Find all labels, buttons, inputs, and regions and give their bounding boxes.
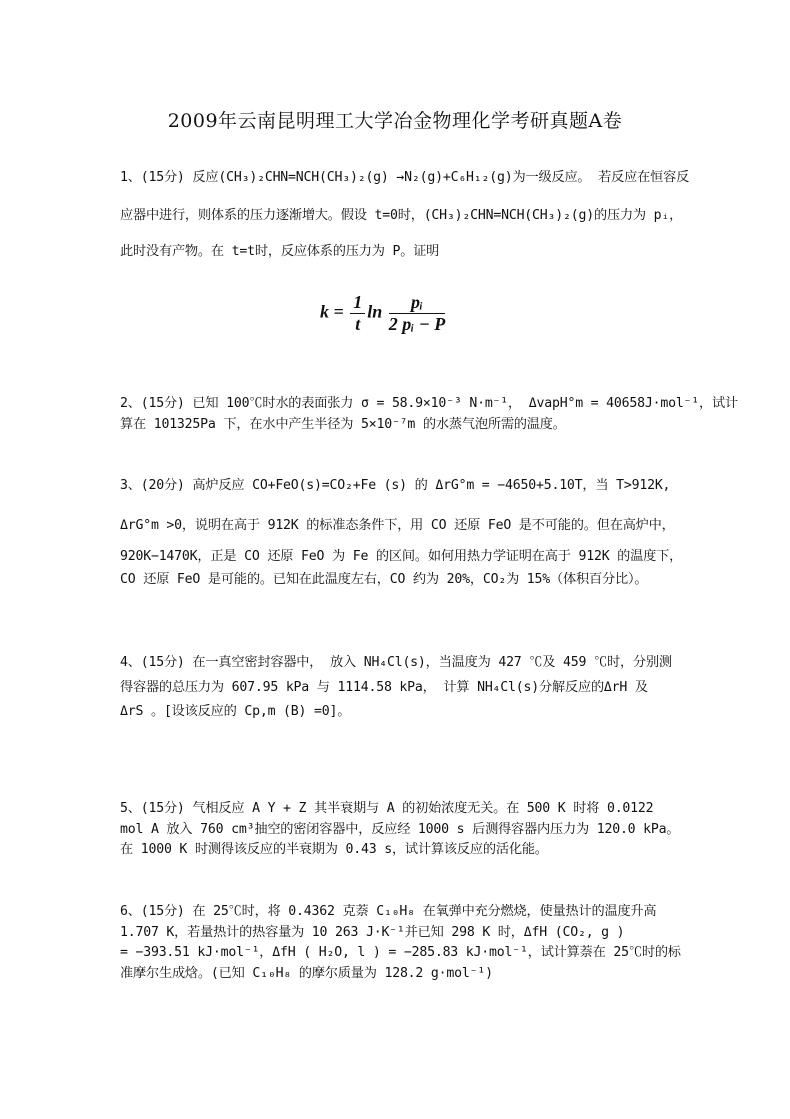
page-title: 2009年云南昆明理工大学冶金物理化学考研真题A卷 [167, 110, 623, 132]
q3-line-1: 3、(20分) 高炉反应 CO+FeO(s)=CO₂+Fe (s) 的 ΔrG°m = −4650+5.10T，当 T>912K, [120, 478, 671, 493]
formula-pressure-ratio [389, 292, 445, 335]
q6-line-1: 6、(15分) 在 25℃时，将 0.4362 克萘 C₁₀H₈ 在氧弹中充分燃烧，使量热计的温度升高 [120, 904, 657, 919]
q4-line-3: ΔrS 。[设该反应的 Cp,m (B) =0]。 [120, 704, 351, 719]
q5-line-3: 在 1000 K 时测得该反应的半衰期为 0.43 s，试计算该反应的活化能。 [120, 842, 548, 857]
q1-line-1: 1、(15分) 反应(CH₃)₂CHN=NCH(CH₃)₂(g) →N₂(g)+C₆H₁₂(g)为一级反应。 若反应在恒容反 [120, 170, 690, 185]
q6-line-4: 准摩尔生成焓。(已知 C₁₀H₈ 的摩尔质量为 128.2 g·mol⁻¹) [120, 966, 493, 981]
formula-numerator: pᵢ [389, 292, 445, 314]
q3-line-2: ΔrG°m >0，说明在高于 912K 的标准态条件下，用 CO 还原 FeO 是不可能的。但在高炉中， [120, 518, 675, 533]
q5-line-2: mol A 放入 760 cm³抽空的密闭容器中，反应经 1000 s 后测得容器内压力为 120.0 kPa。 [120, 822, 680, 837]
q6-line-3: = −393.51 kJ·mol⁻¹，ΔfH ( H₂O, l ) = −285.83 kJ·mol⁻¹，试计算萘在 25℃时的标 [120, 945, 681, 960]
q2-line-2: 算在 101325Pa 下，在水中产生半径为 5×10⁻⁷m 的水蒸气泡所需的温度。 [120, 417, 566, 432]
formula-one-over-t [350, 292, 365, 335]
q1-line-3: 此时没有产物。在 t=t时，反应体系的压力为 P。证明 [120, 244, 440, 259]
q6-line-2: 1.707 K，若量热计的热容量为 10 263 J·K⁻¹并已知 298 K 时，ΔfH (CO₂, g ) [120, 925, 625, 940]
q2-line-1: 2、(15分) 已知 100℃时水的表面张力 σ = 58.9×10⁻³ N·m⁻¹， ΔvapH°m = 40658J·mol⁻¹，试计 [120, 396, 738, 411]
q4-line-2: 得容器的总压力为 607.95 kPa 与 1114.58 kPa， 计算 NH₄Cl(s)分解反应的ΔrH 及 [120, 680, 648, 695]
formula-t: t [355, 314, 361, 334]
q1-line-2: 应器中进行，则体系的压力逐渐增大。假设 t=0时，(CH₃)₂CHN=NCH(CH₃)₂(g)的压力为 pᵢ， [120, 208, 683, 223]
formula-ln: ln [367, 301, 383, 322]
rate-constant-formula [320, 292, 447, 335]
formula-one: 1 [350, 292, 365, 314]
q4-line-1: 4、(15分) 在一真空密封容器中， 放入 NH₄Cl(s)，当温度为 427 ℃及 459 ℃时，分别测 [120, 655, 672, 670]
q3-line-4: CO 还原 FeO 是可能的。已知在此温度左右，CO 约为 20%，CO₂为 15%（体积百分比）。 [120, 572, 648, 587]
q3-line-3: 920K−1470K，正是 CO 还原 FeO 为 Fe 的区间。如何用热力学证明在高于 912K 的温度下， [120, 549, 683, 564]
formula-denominator: 2 pᵢ − P [388, 314, 446, 334]
q5-line-1: 5、(15分) 气相反应 A Y + Z 其半衰期与 A 的初始浓度无关。在 500 K 时将 0.0122 [120, 801, 654, 816]
formula-k: k = [320, 301, 344, 322]
